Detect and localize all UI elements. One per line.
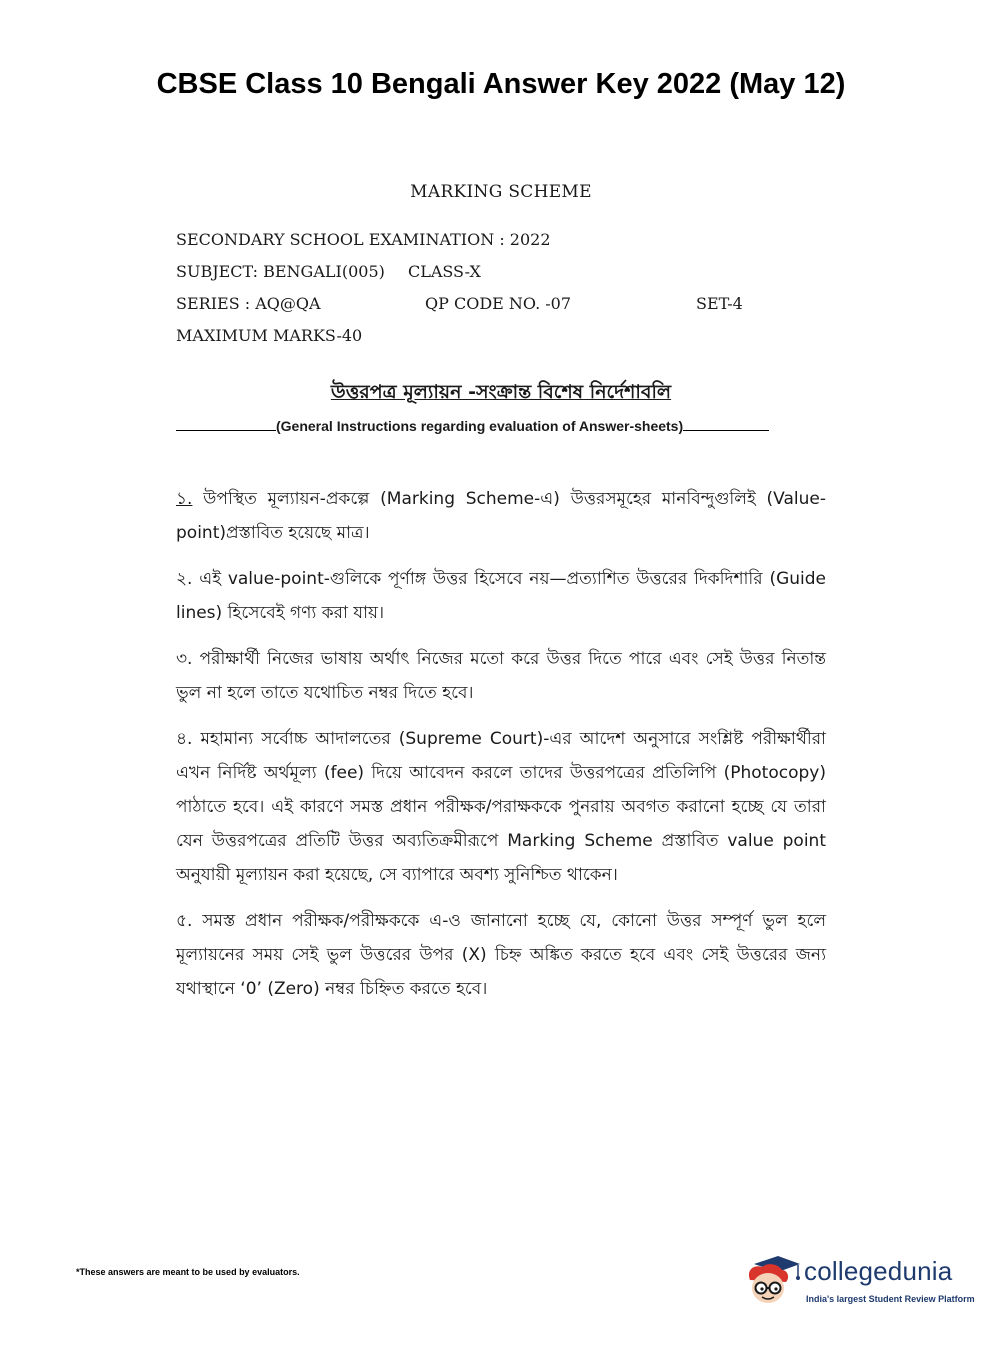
exam-line	[176, 230, 551, 249]
underline-rule-left	[176, 430, 276, 431]
mascot-icon	[742, 1250, 802, 1310]
instruction-number: ১.	[176, 489, 193, 509]
subject-line	[176, 262, 481, 281]
instruction-item	[176, 904, 826, 1006]
instruction-text: উপস্থিত মূল্যায়ন-প্রকল্পে (Marking Scheme-এ) উত্তরসমূহের মানবিন্দুগুলিই (Value-point)প্রস্তাবিত হয়েছে মাত্র।	[176, 489, 826, 543]
english-heading-text: (General Instructions regarding evaluation of Answer-sheets)	[276, 418, 684, 434]
class-value: CLASS-X	[407, 262, 481, 281]
max-marks-line	[176, 326, 362, 345]
series-line	[176, 294, 743, 313]
instruction-item	[176, 722, 826, 892]
subject-value: SUBJECT: BENGALI(005)	[176, 262, 385, 281]
series-value: SERIES : AQ@QA	[176, 294, 321, 313]
instruction-item	[176, 482, 826, 550]
logo-name: collegedunia	[804, 1256, 953, 1286]
logo-tagline: India's largest Student Review Platform	[806, 1294, 975, 1304]
bengali-instructions-heading: উত্তরপত্র মূল্যায়ন -সংক্রান্ত বিশেষ নির্দেশাবলি	[330, 381, 672, 403]
instruction-number: ৫.	[176, 911, 193, 931]
evaluator-footnote: *These answers are meant to be used by evaluators.	[76, 1267, 300, 1277]
qp-code-value: QP CODE NO. -07	[425, 294, 572, 313]
instruction-text: সমস্ত প্রধান পরীক্ষক/পরীক্ষককে এ-ও জানানো হচ্ছে যে, কোনো উত্তর সম্পূর্ণ ভুল হলে মূল্যায়নের সময় সেই ভুল উত্তরের উপর (X) চিহ্ন অঙ্কিত করতে হবে এবং সেই উত্তরের জন্য যথাস্থানে ‘0’ (Zero) নম্বর চিহ্নিত করতে হবে।	[176, 911, 826, 999]
set-value: SET-4	[696, 294, 743, 313]
underline-rule-right	[683, 430, 769, 431]
marking-scheme-heading: MARKING SCHEME	[410, 182, 592, 202]
exam-name: SECONDARY SCHOOL EXAMINATION : 2022	[176, 230, 551, 249]
instruction-text: পরীক্ষার্থী নিজের ভাষায় অর্থাৎ নিজের মতো করে উত্তর দিতে পারে এবং সেই উত্তর নিতান্ত ভুল না হলে তাতে যথোচিত নম্বর দিতে হবে।	[176, 649, 826, 703]
instruction-item	[176, 562, 826, 630]
instruction-number: ৩.	[176, 649, 193, 669]
instructions-list	[176, 482, 826, 1018]
page-title: CBSE Class 10 Bengali Answer Key 2022 (May 12)	[156, 68, 846, 100]
instruction-item	[176, 642, 826, 710]
instruction-number: ২.	[176, 569, 193, 589]
instruction-number: ৪.	[176, 729, 193, 749]
instruction-text: এই value-point-গুলিকে পূর্ণাঙ্গ উত্তর হিসেবে নয়—প্রত্যাশিত উত্তরের দিকদিশারি (Guide lines) হিসেবেই গণ্য করা যায়।	[176, 569, 826, 623]
instruction-text: মহামান্য সর্বোচ্চ আদালতের (Supreme Court)-এর আদেশ অনুসারে সংশ্লিষ্ট পরীক্ষার্থীরা এখন নির্দিষ্ট অর্থমূল্য (fee) দিয়ে আবেদন করলে তাদের উত্তরপত্রের প্রতিলিপি (Photocopy) পাঠাতে হবে। এই কারণে সমস্ত প্রধান পরীক্ষক/পরাক্ষককে পুনরায় অবগত করানো হচ্ছে যে তারা যেন উত্তরপত্রের প্রতিটি উত্তর অব্যতিক্রমীরূপে Marking Scheme প্রস্তাবিত value point অনুযায়ী মূল্যায়ন করা হয়েছে, সে ব্যাপারে অবশ্য সুনিশ্চিত থাকেন।	[176, 729, 826, 885]
english-instructions-heading	[176, 418, 766, 434]
collegedunia-logo	[742, 1250, 974, 1312]
max-marks-value: MAXIMUM MARKS-40	[176, 326, 363, 345]
